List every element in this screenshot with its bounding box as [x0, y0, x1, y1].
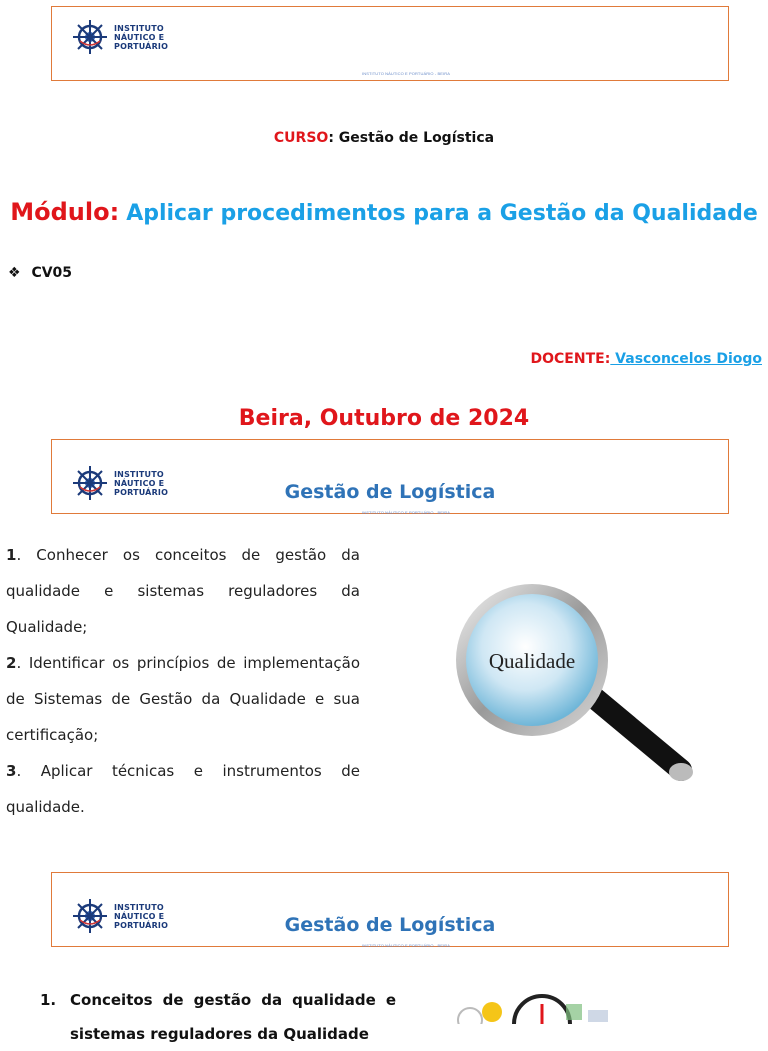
course-label: CURSO [273, 130, 329, 146]
lightbulb-icon [482, 1002, 502, 1022]
diamond-bullet-icon: ❖ [8, 265, 21, 281]
institution-logo [72, 17, 168, 57]
chart-icon [566, 1004, 582, 1020]
header-frame-slide2 [51, 439, 729, 514]
tiny-caption: INSTITUTO NÁUTICO E PORTUÁRIO - BEIRA [362, 510, 451, 515]
magnifier-handle [585, 690, 681, 770]
content-item [40, 983, 396, 1051]
module-label: Módulo: [10, 198, 120, 226]
ship-wheel-icon [72, 17, 108, 57]
header-frame-slide3 [51, 872, 729, 947]
course-value: : Gestão de Logística [328, 130, 495, 146]
quality-clock-illustration [440, 990, 640, 1024]
module-value: Aplicar procedimentos para a Gestão da Qualidade [126, 201, 758, 226]
code-line [8, 265, 72, 281]
magnifier-illustration [445, 570, 705, 790]
module-line [0, 198, 768, 226]
magnifier-word: Qualidade [488, 649, 576, 673]
module-code: CV05 [31, 265, 73, 281]
docente-line [531, 351, 763, 367]
tiny-caption: INSTITUTO NÁUTICO E PORTUÁRIO - BEIRA [362, 943, 451, 948]
item-text-continued: sistemas reguladores da Qualidade [70, 1025, 369, 1043]
institution-name: INSTITUTO NÁUTICO E PORTUÁRIO [114, 23, 169, 51]
tiny-caption: INSTITUTO NÁUTICO E PORTUÁRIO - BEIRA [362, 71, 451, 76]
item-number: 1. [40, 991, 57, 1009]
docente-link[interactable]: Vasconcelos Diogo [610, 351, 762, 367]
institution-name: INSTITUTO NÁUTICO E PORTUÁRIO [114, 469, 169, 497]
slide-title: Gestão de Logística [284, 914, 496, 936]
place-date: Beira, Outubro de 2024 [238, 406, 530, 431]
document-icon [588, 1010, 608, 1022]
objective-item: 1. Conhecer os conceitos de gestão da qualidade e sistemas reguladores da Qualidade; [6, 546, 360, 636]
institution-name: INSTITUTO NÁUTICO E PORTUÁRIO [114, 902, 169, 930]
item-text: Conceitos de gestão da qualidade e [70, 991, 396, 1009]
docente-label: DOCENTE: [530, 351, 611, 367]
header-frame-slide1 [51, 6, 729, 81]
objective-item: 2. Identificar os princípios de implementação de Sistemas de Gestão da Qualidade e sua certificação; [6, 654, 360, 744]
objective-item: 3. Aplicar técnicas e instrumentos de qualidade. [6, 762, 360, 816]
objectives-list [6, 537, 360, 825]
slide-title: Gestão de Logística [284, 481, 496, 503]
course-line [0, 130, 768, 146]
